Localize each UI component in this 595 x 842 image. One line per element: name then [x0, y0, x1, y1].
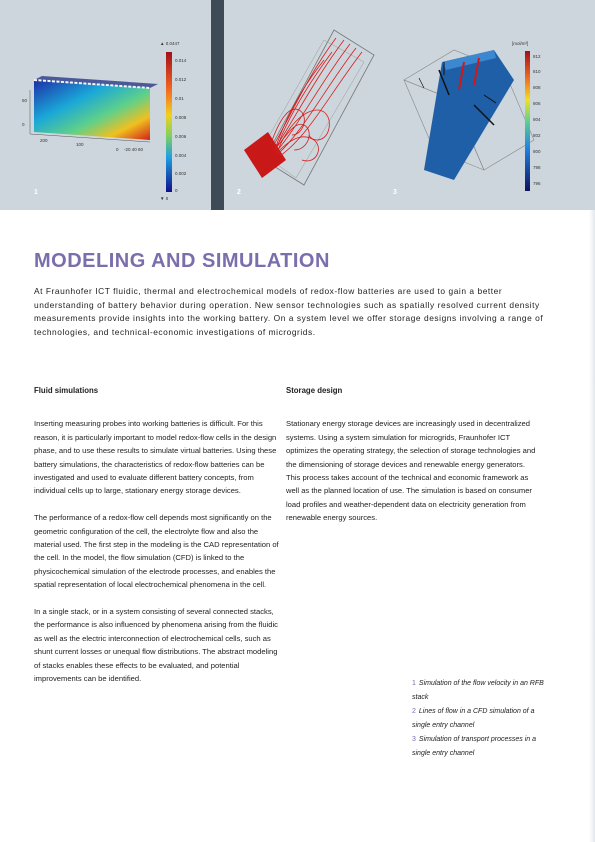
figure-band [0, 0, 595, 210]
svg-text:0.008: 0.008 [175, 115, 187, 120]
figure-panel-3 [384, 0, 595, 210]
concentration-slab [424, 50, 514, 180]
svg-text:810: 810 [533, 69, 541, 74]
svg-text:0.014: 0.014 [175, 58, 187, 63]
svg-text:802: 802 [533, 133, 541, 138]
axis-label: -20 40 60 [124, 147, 144, 152]
svg-text:0.006: 0.006 [175, 134, 187, 139]
streamlines [270, 38, 362, 161]
svg-text:0.01: 0.01 [175, 96, 184, 101]
svg-text:800: 800 [533, 149, 541, 154]
svg-text:796: 796 [533, 181, 541, 186]
panel-number: 3 [393, 189, 397, 196]
colorbar [525, 51, 530, 191]
caption-item [412, 705, 552, 733]
axis-label: 0 [116, 147, 119, 152]
axis-label: 100 [76, 142, 84, 147]
svg-text:804: 804 [533, 117, 541, 122]
colorbar-max: ▲ 0.0447 [160, 41, 180, 46]
stack-surface [34, 80, 150, 140]
colorbar-min: ▼ 0 [160, 196, 169, 201]
panel-number: 1 [34, 189, 38, 196]
svg-text:806: 806 [533, 101, 541, 106]
figure-panel-1 [0, 0, 211, 210]
body-paragraph: The performance of a redox-flow cell depends most significantly on the geometric configuration of the cell, the electrolyte flow and also the material used. The first step in the modeling is the CAD representation of the cell. In the model, the flow simulation (CFD) is linked to the physicochemical simulation of the electrode processes, and enables the spatial representation of local electrochemical phenomena in the cell. [34, 513, 279, 590]
svg-text:0.004: 0.004 [175, 153, 187, 158]
svg-text:0: 0 [175, 188, 178, 193]
caption-text: Simulation of the flow velocity in an RFB stack [412, 680, 544, 701]
right-column [286, 384, 541, 538]
svg-text:0.012: 0.012 [175, 77, 187, 82]
body-paragraph: In a single stack, or in a system consisting of several connected stacks, the performance is also influenced by phenomena arising from the fluidic as well as the electric interconnection of electrochemical cells, such as shunt current losses or unequal flow distributions. The abstract modeling of stacks enables these effects to be evaluated, and potential improvements can be identified. [34, 607, 278, 684]
caption-text: Lines of flow in a CFD simulation of a single entry channel [412, 708, 535, 729]
axis-label: 200 [40, 138, 48, 143]
transport-plot [384, 0, 595, 210]
svg-text:808: 808 [533, 85, 541, 90]
body-paragraph: Stationary energy storage devices are increasingly used in decentralized systems. Using a system simulation for microgrids, Fraunhofer ICT optimizes the operating strategy, the selection of storage technologies and the dimensioning of storage devices and renewable energy generators. This process takes account of the technical and economic framework as well as the planned location of use. The simulation is based on consumer load profiles and weather-dependent data on electricity generation from renewable energy sources. [286, 419, 536, 523]
left-column [34, 384, 284, 699]
caption-number: 3 [412, 736, 416, 743]
figure-captions [412, 677, 552, 761]
intro-paragraph: At Fraunhofer ICT fluidic, thermal and electrochemical models of redox-flow batteries are used to gain a better understanding of battery behavior during operation. New sensor technologies such as spatially resolved current density measurements provide insights into the working battery. On a system level we offer storage designs involving a range of technologies, and technical-economic investigations of microgrids. [34, 286, 544, 337]
caption-number: 1 [412, 680, 416, 687]
flow-lines-plot [224, 0, 384, 210]
caption-text: Simulation of transport processes in a single entry channel [412, 736, 537, 757]
caption-item [412, 677, 552, 705]
panel-number: 2 [237, 189, 241, 196]
page-title: MODELING AND SIMULATION [34, 250, 330, 272]
section-heading: Storage design [286, 386, 343, 395]
axis-label: 0 [22, 122, 25, 127]
svg-text:0.002: 0.002 [175, 171, 187, 176]
page-edge-accent [589, 210, 595, 842]
panel-divider [211, 0, 224, 210]
caption-number: 2 [412, 708, 416, 715]
colorbar [166, 52, 172, 192]
figure-panel-2 [224, 0, 384, 210]
colorbar-unit: [mol/m³] [512, 41, 529, 46]
svg-text:812: 812 [533, 54, 541, 59]
axis-label: 50 [22, 98, 28, 103]
caption-item [412, 733, 552, 761]
flow-velocity-plot [0, 0, 211, 210]
body-paragraph: Inserting measuring probes into working batteries is difficult. For this reason, it is particularly important to model redox-flow cells in the design phase, and to use these results to simulate virtual batteries. Using these battery simulations, the characteristics of redox-flow batteries can be investigated and used to evaluate different battery concepts, from individual cells up to large, stationary energy storage devices. [34, 419, 277, 496]
section-heading: Fluid simulations [34, 386, 99, 395]
svg-text:798: 798 [533, 165, 541, 170]
